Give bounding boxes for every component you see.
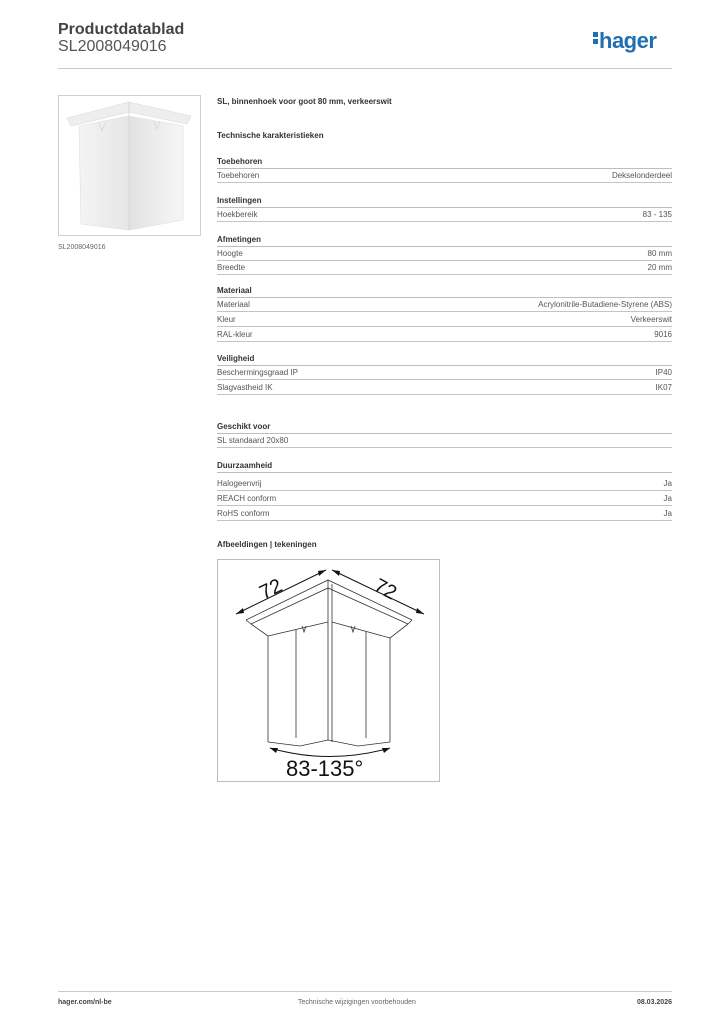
spec-row [217, 434, 672, 448]
spec-row [217, 313, 672, 327]
dimension-drawing-icon [218, 560, 439, 781]
section-title-veiligheid: Veiligheid [217, 354, 672, 366]
spec-label: RAL-kleur [217, 330, 253, 339]
spec-row [217, 507, 672, 521]
spec-value: Dekselonderdeel [611, 171, 672, 180]
spec-label: Toebehoren [217, 171, 260, 180]
spec-row [217, 208, 672, 222]
spec-value: Ja [663, 509, 672, 518]
spec-row [217, 477, 672, 491]
section-title-duurzaamheid: Duurzaamheid [217, 461, 672, 473]
spec-value: 20 mm [647, 263, 672, 272]
footer-note: Technische wijzigingen voorbehouden [298, 999, 416, 1006]
spec-value: Ja [663, 479, 672, 488]
section-title-afmetingen: Afmetingen [217, 235, 672, 247]
spec-label: Beschermingsgraad IP [217, 368, 298, 377]
logo-dots-icon [593, 30, 598, 46]
spec-value: 83 - 135 [642, 210, 672, 219]
spec-row [217, 328, 672, 342]
spec-label: Materiaal [217, 300, 250, 309]
spec-row [217, 169, 672, 183]
spec-label: Hoogte [217, 249, 243, 258]
footer-date: 08.03.2026 [636, 999, 672, 1006]
section-title-instellingen: Instellingen [217, 196, 672, 208]
spec-label: Hoekbereik [217, 210, 258, 219]
spec-label: REACH conform [217, 494, 277, 503]
spec-label: Halogeenvrij [217, 479, 262, 488]
image-caption: SL2008049016 [58, 244, 106, 251]
dimension-angle-label: 83-135° [286, 756, 364, 781]
hager-logo [593, 28, 656, 54]
section-title-geschikt-voor: Geschikt voor [217, 422, 672, 434]
spec-row [217, 492, 672, 506]
spec-value: IK07 [655, 383, 672, 392]
product-image [58, 95, 201, 236]
section-title-afbeeldingen: Afbeeldingen | tekeningen [217, 540, 317, 549]
spec-label: Breedte [217, 263, 246, 272]
product-name: SL, binnenhoek voor goot 80 mm, verkeerswit [217, 97, 392, 106]
spec-value: 9016 [654, 330, 672, 339]
spec-value: 80 mm [647, 249, 672, 258]
spec-value: Acrylonitrile-Butadiene-Styrene (ABS) [538, 300, 672, 309]
logo-text: hager [599, 28, 657, 53]
footer-divider [58, 991, 672, 992]
product-code: SL2008049016 [58, 38, 167, 55]
page-title: Productdatablad [58, 21, 185, 38]
spec-label: Slagvastheid IK [217, 383, 273, 392]
spec-value: Ja [663, 494, 672, 503]
spec-row [217, 366, 672, 380]
section-title-materiaal: Materiaal [217, 286, 672, 298]
footer-website-link[interactable]: hager.com/nl-be [58, 999, 112, 1006]
spec-row [217, 381, 672, 395]
spec-row [217, 261, 672, 275]
spec-value: IP40 [655, 368, 672, 377]
spec-row [217, 298, 672, 312]
technical-drawing [217, 559, 440, 782]
dimension-left-label: 72 [256, 574, 286, 605]
spec-label: SL standaard 20x80 [217, 436, 289, 445]
technical-characteristics-heading: Technische karakteristieken [217, 131, 324, 140]
spec-label: RoHS conform [217, 509, 270, 518]
section-title-toebehoren: Toebehoren [217, 157, 672, 169]
dimension-right-label: 72 [370, 574, 401, 605]
spec-value: Verkeerswit [630, 315, 672, 324]
header-divider [58, 68, 672, 69]
corner-piece-icon [59, 96, 200, 235]
spec-label: Kleur [217, 315, 236, 324]
spec-row [217, 247, 672, 261]
